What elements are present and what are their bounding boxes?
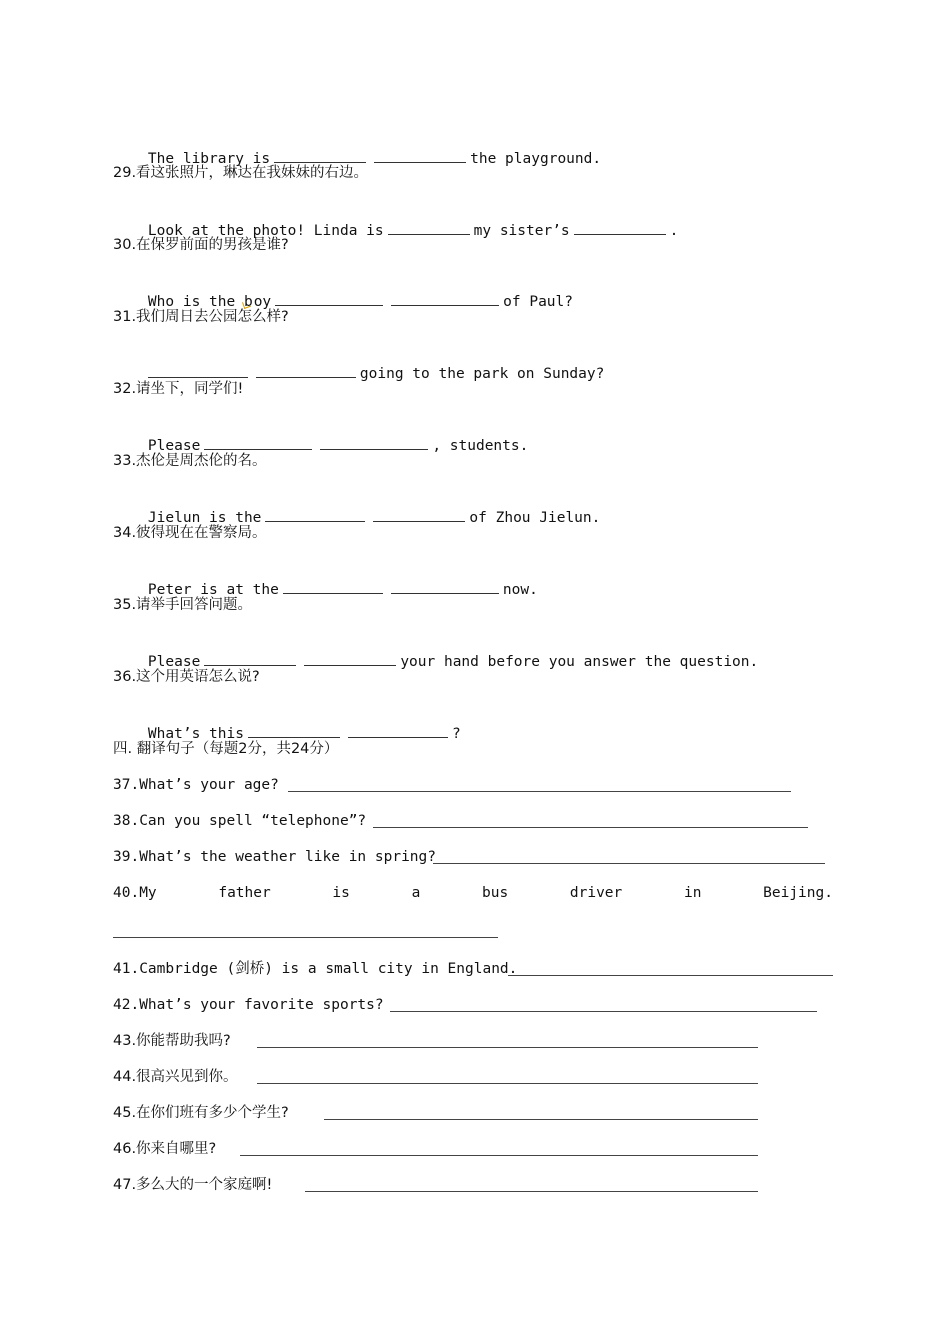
q41-answer-line[interactable] [508,975,833,976]
q37-answer-line[interactable] [288,791,791,792]
q33-blank-1[interactable] [265,507,365,522]
q31-blank-1[interactable] [148,363,248,378]
q30-prompt: 30.在保罗前面的男孩是谁? [113,237,289,253]
q31-prompt: 31.我们周日去公园怎么样? [113,309,289,325]
q38-answer-line[interactable] [373,827,808,828]
q28-blank-1[interactable] [274,148,366,163]
q36-blank-1[interactable] [248,723,340,738]
q40-text: 40.My father is a bus driver in Beijing. [113,885,833,901]
q29-prompt: 29.看这张照片，琳达在我妹妹的右边。 [113,165,369,181]
q36-sentence: What’s this ? [113,703,461,764]
q28-blank-2[interactable] [374,148,466,163]
q32-sentence: Please , students. [113,415,528,476]
q29-blank-1[interactable] [388,220,470,235]
q29-blank-2[interactable] [574,220,666,235]
q40-answer-line[interactable] [113,937,498,938]
q32-blank-1[interactable] [204,435,312,450]
q47-answer-line[interactable] [305,1191,758,1192]
q45-text: 45.在你们班有多少个学生? [113,1105,289,1121]
q34-blank-1[interactable] [283,579,383,594]
section-4-heading: 四. 翻译句子（每题2分，共24分） [113,741,339,757]
q35-blank-1[interactable] [204,651,296,666]
q29-sentence: Look at the photo! Linda is my sister’s . [113,200,678,261]
q32-blank-2[interactable] [320,435,428,450]
q35-sentence: Please your hand before you answer the question. [113,631,758,692]
q30-blank-2[interactable] [391,291,499,306]
q36-prompt: 36.这个用英语怎么说? [113,669,260,685]
q33-blank-2[interactable] [373,507,465,522]
q44-answer-line[interactable] [257,1083,758,1084]
q46-text: 46.你来自哪里? [113,1141,217,1157]
q47-text: 47.多么大的一个家庭啊! [113,1177,273,1193]
q31-blank-2[interactable] [256,363,356,378]
q28-sentence: The library is the playground. [113,128,601,189]
q45-answer-line[interactable] [324,1119,758,1120]
q35-blank-2[interactable] [304,651,396,666]
q31-sentence: going to the park on Sunday? [109,343,604,404]
q42-answer-line[interactable] [390,1011,817,1012]
q35-prompt: 35.请举手回答问题。 [113,597,253,613]
q37-text: 37.What’s your age? [113,777,279,793]
q36-blank-2[interactable] [348,723,448,738]
q39-text: 39.What’s the weather like in spring? [113,849,437,865]
q34-sentence: Peter is at the now. [113,559,538,620]
q34-prompt: 34.彼得现在在警察局。 [113,525,267,541]
q41-text: 41.Cambridge (剑桥) is a small city in England. [113,961,518,977]
q38-text: 38.Can you spell “telephone”? [113,813,367,829]
q43-text: 43.你能帮助我吗? [113,1033,231,1049]
q30-sentence: Who is the boy of Paul? [113,271,573,332]
q44-text: 44.很高兴见到你。 [113,1069,238,1085]
q32-prompt: 32.请坐下，同学们! [113,381,244,397]
q39-answer-line[interactable] [433,863,825,864]
q33-prompt: 33.杰伦是周杰伦的名。 [113,453,267,469]
q30-blank-1[interactable] [275,291,383,306]
q34-blank-2[interactable] [391,579,499,594]
q33-sentence: Jielun is the of Zhou Jielun. [113,487,600,548]
q46-answer-line[interactable] [240,1155,758,1156]
q42-text: 42.What’s your favorite sports? [113,997,384,1013]
q43-answer-line[interactable] [257,1047,758,1048]
